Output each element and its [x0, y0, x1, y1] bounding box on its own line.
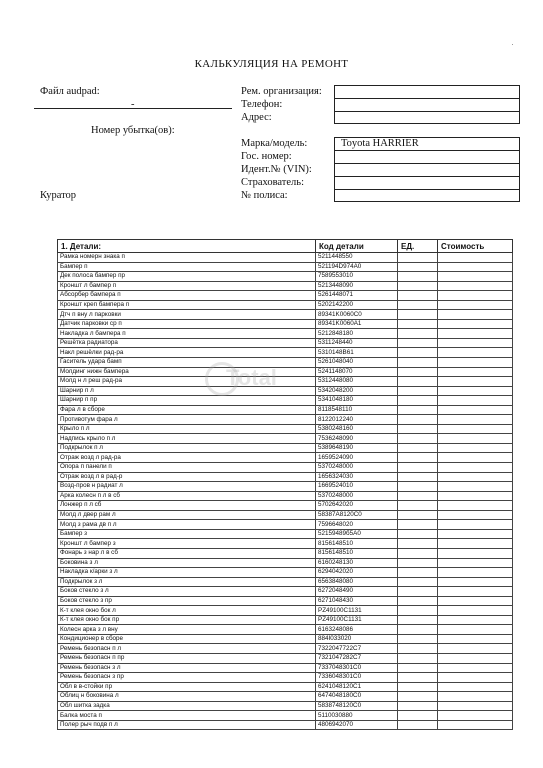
part-name-cell: Шарнир п пр	[58, 396, 316, 406]
table-row	[58, 329, 513, 339]
part-name-cell: Рамка номерн знака п	[58, 253, 316, 263]
unit-cell	[398, 663, 438, 673]
curator-label: Куратор	[40, 190, 77, 201]
table-row	[58, 634, 513, 644]
part-name-cell: Возд-пров н радиат л	[58, 482, 316, 492]
part-name-cell: Гаситель удара бамп	[58, 358, 316, 368]
cost-cell	[438, 529, 513, 539]
unit-cell	[398, 682, 438, 692]
table-row	[58, 272, 513, 282]
phone-field	[334, 98, 520, 111]
file-dash: -	[131, 99, 135, 110]
unit-cell	[398, 491, 438, 501]
unit-cell	[398, 625, 438, 635]
part-name-cell: Отраж возд л рад-ра	[58, 453, 316, 463]
table-row	[58, 520, 513, 530]
part-code-cell: 1669524010	[316, 482, 398, 492]
part-name-cell: Кроншт л бампер п	[58, 281, 316, 291]
table-row	[58, 386, 513, 396]
part-name-cell: Боков стекло з пр	[58, 596, 316, 606]
unit-cell	[398, 415, 438, 425]
vehicle-fields	[334, 137, 520, 202]
header-part-code: Код детали	[316, 240, 398, 253]
cost-cell	[438, 281, 513, 291]
cost-cell	[438, 291, 513, 301]
cost-cell	[438, 720, 513, 730]
table-row	[58, 424, 513, 434]
policy-label: № полиса:	[241, 190, 288, 201]
part-code-cell: 5311248440	[316, 338, 398, 348]
part-code-cell: PZ49100C1131	[316, 615, 398, 625]
unit-cell	[398, 692, 438, 702]
cost-cell	[438, 358, 513, 368]
part-code-cell: 884I033020	[316, 634, 398, 644]
unit-cell	[398, 396, 438, 406]
cost-cell	[438, 558, 513, 568]
part-name-cell: Кроншт л бампер з	[58, 539, 316, 549]
cost-cell	[438, 329, 513, 339]
part-code-cell: 5312448080	[316, 377, 398, 387]
table-row	[58, 510, 513, 520]
unit-cell	[398, 386, 438, 396]
cost-cell	[438, 253, 513, 263]
unit-cell	[398, 338, 438, 348]
table-row	[58, 348, 513, 358]
unit-cell	[398, 720, 438, 730]
part-code-cell: 6160248130	[316, 558, 398, 568]
part-code-cell: 8122012240	[316, 415, 398, 425]
unit-cell	[398, 443, 438, 453]
table-row	[58, 453, 513, 463]
part-code-cell: 6241048120C1	[316, 682, 398, 692]
unit-cell	[398, 463, 438, 473]
table-row	[58, 711, 513, 721]
part-code-cell: 5212848180	[316, 329, 398, 339]
vin-field	[334, 163, 520, 176]
cost-cell	[438, 577, 513, 587]
unit-cell	[398, 615, 438, 625]
part-code-cell: 5310148B61	[316, 348, 398, 358]
table-row	[58, 548, 513, 558]
part-code-cell: 5370248000	[316, 463, 398, 473]
table-row	[58, 568, 513, 578]
part-name-cell: Отраж возд л в рад-р	[58, 472, 316, 482]
cost-cell	[438, 272, 513, 282]
cost-cell	[438, 415, 513, 425]
part-name-cell: Фара л в сборе	[58, 405, 316, 415]
cost-cell	[438, 606, 513, 616]
cost-cell	[438, 319, 513, 329]
address-label: Адрес:	[241, 112, 272, 123]
cost-cell	[438, 625, 513, 635]
part-name-cell: Подкрылок п л	[58, 443, 316, 453]
scan-speck	[512, 44, 513, 45]
unit-cell	[398, 482, 438, 492]
part-name-cell: Бампер з	[58, 529, 316, 539]
table-row	[58, 463, 513, 473]
cost-cell	[438, 386, 513, 396]
page-title: КАЛЬКУЛЯЦИЯ НА РЕМОНТ	[194, 58, 349, 70]
parts-table	[57, 239, 513, 730]
table-row	[58, 653, 513, 663]
part-name-cell: Надпись крыло п л	[58, 434, 316, 444]
part-name-cell: К-т клея окно бок пр	[58, 615, 316, 625]
cost-cell	[438, 348, 513, 358]
unit-cell	[398, 367, 438, 377]
part-name-cell: Датчик парковки ср п	[58, 319, 316, 329]
part-name-cell: Шарнир п л	[58, 386, 316, 396]
unit-cell	[398, 272, 438, 282]
part-name-cell: Молдинг нижн бампера	[58, 367, 316, 377]
table-row	[58, 262, 513, 272]
cost-cell	[438, 453, 513, 463]
table-row	[58, 625, 513, 635]
table-row	[58, 291, 513, 301]
table-row	[58, 587, 513, 597]
part-code-cell: 7596648020	[316, 520, 398, 530]
table-row	[58, 558, 513, 568]
part-name-cell: Абсорбер бампера п	[58, 291, 316, 301]
cost-cell	[438, 510, 513, 520]
unit-cell	[398, 319, 438, 329]
repair-org-field	[334, 85, 520, 98]
part-name-cell: Ремень безопасн п пр	[58, 653, 316, 663]
unit-cell	[398, 472, 438, 482]
part-code-cell: 5213448090	[316, 281, 398, 291]
cost-cell	[438, 520, 513, 530]
cost-cell	[438, 405, 513, 415]
cost-cell	[438, 377, 513, 387]
table-row	[58, 310, 513, 320]
reg-number-field	[334, 150, 520, 163]
table-row	[58, 377, 513, 387]
unit-cell	[398, 348, 438, 358]
unit-cell	[398, 548, 438, 558]
part-name-cell: Облиц н боковина л	[58, 692, 316, 702]
table-header-row	[58, 240, 513, 253]
part-code-cell: 5838748120C0	[316, 701, 398, 711]
table-row	[58, 692, 513, 702]
part-name-cell: Дтч п вну л парковки	[58, 310, 316, 320]
part-code-cell: 8156148510	[316, 539, 398, 549]
unit-cell	[398, 587, 438, 597]
table-row	[58, 529, 513, 539]
table-row	[58, 491, 513, 501]
unit-cell	[398, 529, 438, 539]
cost-cell	[438, 501, 513, 511]
address-field	[334, 111, 520, 124]
part-code-cell: 5341048180	[316, 396, 398, 406]
cost-cell	[438, 491, 513, 501]
part-code-cell: 8118548110	[316, 405, 398, 415]
part-code-cell: 58387А8120C0	[316, 510, 398, 520]
table-row	[58, 501, 513, 511]
cost-cell	[438, 262, 513, 272]
unit-cell	[398, 377, 438, 387]
unit-cell	[398, 262, 438, 272]
unit-cell	[398, 577, 438, 587]
table-row	[58, 443, 513, 453]
part-code-cell: 8156148510	[316, 548, 398, 558]
part-code-cell: 6163248086	[316, 625, 398, 635]
cost-cell	[438, 472, 513, 482]
unit-cell	[398, 634, 438, 644]
part-name-cell: Ремень безопасн з л	[58, 663, 316, 673]
part-code-cell: 6563848080	[316, 577, 398, 587]
part-name-cell: Боковина з л	[58, 558, 316, 568]
part-code-cell: 521194D974A0	[316, 262, 398, 272]
part-code-cell: 5110030880	[316, 711, 398, 721]
part-code-cell: 1659524090	[316, 453, 398, 463]
unit-cell	[398, 291, 438, 301]
unit-cell	[398, 673, 438, 683]
table-row	[58, 367, 513, 377]
make-model-field: Toyota HARRIER	[334, 137, 520, 150]
reg-number-label: Гос. номер:	[241, 151, 292, 162]
part-code-cell: 5370248000	[316, 491, 398, 501]
table-row	[58, 405, 513, 415]
unit-cell	[398, 405, 438, 415]
table-row	[58, 682, 513, 692]
table-row	[58, 358, 513, 368]
unit-cell	[398, 701, 438, 711]
part-name-cell: Накл решёлки рад-ра	[58, 348, 316, 358]
watermark-text: Total	[226, 365, 277, 390]
part-code-cell: PZ49100C1131	[316, 606, 398, 616]
part-code-cell: 7336048301C0	[316, 673, 398, 683]
cost-cell	[438, 692, 513, 702]
part-name-cell: Балка моста п	[58, 711, 316, 721]
table-row	[58, 482, 513, 492]
table-row	[58, 319, 513, 329]
unit-cell	[398, 253, 438, 263]
phone-label: Телефон:	[241, 99, 283, 110]
table-row	[58, 615, 513, 625]
part-code-cell: 6294042020	[316, 568, 398, 578]
unit-cell	[398, 510, 438, 520]
parts-table-body	[58, 253, 513, 730]
unit-cell	[398, 596, 438, 606]
unit-cell	[398, 520, 438, 530]
part-name-cell: Накладка к/арки з л	[58, 568, 316, 578]
part-name-cell: Молд л двер рам л	[58, 510, 316, 520]
table-row	[58, 472, 513, 482]
part-name-cell: Обл в в-стойки пр	[58, 682, 316, 692]
cost-cell	[438, 539, 513, 549]
part-name-cell: Ремень безопасн з пр	[58, 673, 316, 683]
part-name-cell: Обл шитка задка	[58, 701, 316, 711]
unit-cell	[398, 358, 438, 368]
part-code-cell: 7337048301C0	[316, 663, 398, 673]
part-code-cell: 5380248160	[316, 424, 398, 434]
cost-cell	[438, 463, 513, 473]
cost-cell	[438, 587, 513, 597]
part-name-cell: Боков стекло з л	[58, 587, 316, 597]
unit-cell	[398, 653, 438, 663]
cost-cell	[438, 310, 513, 320]
part-code-cell: 5702642020	[316, 501, 398, 511]
part-code-cell: 5342048200	[316, 386, 398, 396]
table-row	[58, 539, 513, 549]
cost-cell	[438, 653, 513, 663]
cost-cell	[438, 701, 513, 711]
unit-cell	[398, 568, 438, 578]
part-code-cell: 7589553010	[316, 272, 398, 282]
table-row	[58, 253, 513, 263]
part-name-cell: Молд з рама дв п л	[58, 520, 316, 530]
unit-cell	[398, 300, 438, 310]
cost-cell	[438, 548, 513, 558]
part-code-cell: 6272048490	[316, 587, 398, 597]
cost-cell	[438, 396, 513, 406]
part-name-cell: Кондиционер в сборе	[58, 634, 316, 644]
cost-cell	[438, 367, 513, 377]
cost-cell	[438, 644, 513, 654]
cost-cell	[438, 300, 513, 310]
header-unit: ЕД.	[398, 240, 438, 253]
unit-cell	[398, 329, 438, 339]
insurer-label: Страхователь:	[241, 177, 304, 188]
loss-number-label: Номер убытка(ов):	[91, 125, 175, 136]
part-name-cell: Решётка радиатора	[58, 338, 316, 348]
table-row	[58, 396, 513, 406]
cost-cell	[438, 482, 513, 492]
part-name-cell: Арка колесн п л в сб	[58, 491, 316, 501]
table-row	[58, 300, 513, 310]
cost-cell	[438, 634, 513, 644]
table-row	[58, 338, 513, 348]
unit-cell	[398, 434, 438, 444]
repair-org-fields	[334, 85, 520, 124]
part-name-cell: Кроншт креп бампера п	[58, 300, 316, 310]
unit-cell	[398, 424, 438, 434]
part-name-cell: Колесн арка з л вну	[58, 625, 316, 635]
cost-cell	[438, 711, 513, 721]
vin-label: Идент.№ (VIN):	[241, 164, 312, 175]
part-name-cell: Ремень безопасн п л	[58, 644, 316, 654]
unit-cell	[398, 711, 438, 721]
cost-cell	[438, 568, 513, 578]
part-code-cell: 5211448550	[316, 253, 398, 263]
table-row	[58, 701, 513, 711]
table-row	[58, 596, 513, 606]
table-row	[58, 644, 513, 654]
cost-cell	[438, 424, 513, 434]
cost-cell	[438, 443, 513, 453]
part-code-cell: 5389648190	[316, 443, 398, 453]
table-row	[58, 673, 513, 683]
part-name-cell: Крыло п л	[58, 424, 316, 434]
cost-cell	[438, 338, 513, 348]
repair-org-label: Рем. организация:	[241, 86, 322, 97]
cost-cell	[438, 673, 513, 683]
unit-cell	[398, 501, 438, 511]
part-name-cell: Лонжер п л сб	[58, 501, 316, 511]
part-code-cell: 5261448071	[316, 291, 398, 301]
unit-cell	[398, 606, 438, 616]
part-code-cell: 89341K0060A1	[316, 319, 398, 329]
cost-cell	[438, 682, 513, 692]
part-name-cell: Накладка л бампера п	[58, 329, 316, 339]
part-name-cell: Подкрылок з л	[58, 577, 316, 587]
table-row	[58, 606, 513, 616]
part-name-cell: Молд н л реш рад-ра	[58, 377, 316, 387]
part-code-cell: 7322047722C7	[316, 644, 398, 654]
part-code-cell: 5202142200	[316, 300, 398, 310]
cost-cell	[438, 663, 513, 673]
header-cost: Стоимость	[438, 240, 513, 253]
part-code-cell: 52159489б5A0	[316, 529, 398, 539]
cost-cell	[438, 596, 513, 606]
part-code-cell: 6474048180C0	[316, 692, 398, 702]
part-name-cell: Бампер п	[58, 262, 316, 272]
part-name-cell: Противотум фара л	[58, 415, 316, 425]
unit-cell	[398, 310, 438, 320]
table-row	[58, 577, 513, 587]
file-label: Файл audpad:	[40, 86, 100, 97]
part-code-cell: 5241148070	[316, 367, 398, 377]
table-row	[58, 434, 513, 444]
part-name-cell: К-т клея окно бок л	[58, 606, 316, 616]
part-name-cell: Опора п панели п	[58, 463, 316, 473]
table-row	[58, 720, 513, 730]
table-row	[58, 281, 513, 291]
part-code-cell: 1656324030	[316, 472, 398, 482]
unit-cell	[398, 453, 438, 463]
part-code-cell: 6271048430	[316, 596, 398, 606]
header-parts: 1. Детали:	[58, 240, 316, 253]
cost-cell	[438, 434, 513, 444]
policy-field	[334, 189, 520, 202]
cost-cell	[438, 615, 513, 625]
part-name-cell: Фонарь з нар л в сб	[58, 548, 316, 558]
part-code-cell: 4806942070	[316, 720, 398, 730]
table-row	[58, 415, 513, 425]
make-model-label: Марка/модель:	[241, 138, 308, 149]
part-code-cell: 7321047282C7	[316, 653, 398, 663]
unit-cell	[398, 644, 438, 654]
insurer-field	[334, 176, 520, 189]
part-name-cell: Дек полоса бампер пр	[58, 272, 316, 282]
part-code-cell: 7536248090	[316, 434, 398, 444]
part-code-cell: 5261048040	[316, 358, 398, 368]
part-code-cell: 89341K0060C0	[316, 310, 398, 320]
unit-cell	[398, 539, 438, 549]
part-name-cell: Полер рыч подв п л	[58, 720, 316, 730]
unit-cell	[398, 558, 438, 568]
table-row	[58, 663, 513, 673]
unit-cell	[398, 281, 438, 291]
